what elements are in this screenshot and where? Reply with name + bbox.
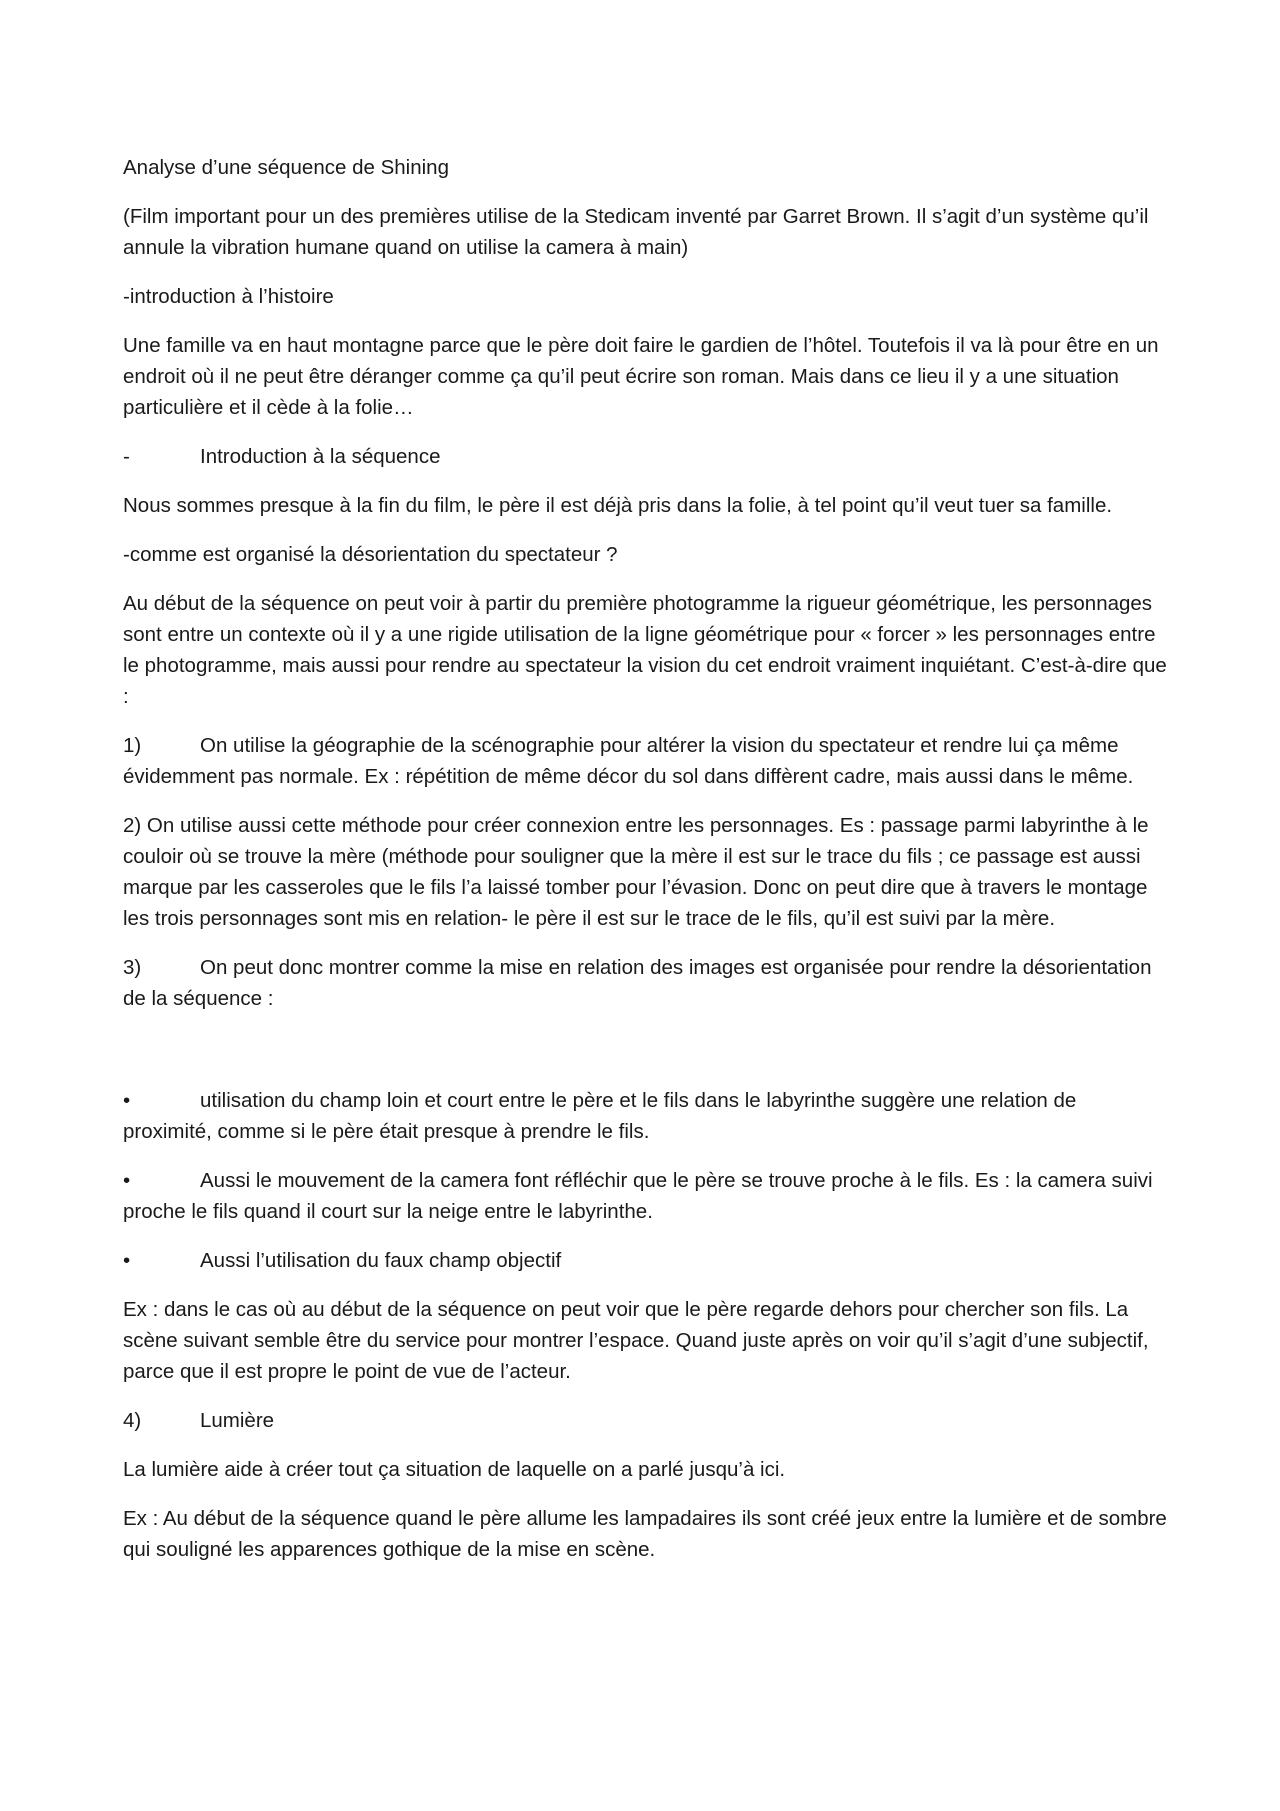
document-title: Analyse d’une séquence de Shining bbox=[123, 156, 449, 179]
bullet-text: utilisation du champ loin et court entre le père et le fils dans le labyrinthe suggère une relation de proximité, comme si le père était presque à prendre le fils. bbox=[123, 1089, 1077, 1143]
paragraph-example-lumiere: Ex : Au début de la séquence quand le père allume les lampadaires ils sont créé jeux entre la lumière et de sombre qui souligné les apparences gothique de la mise en scène. bbox=[123, 1507, 1167, 1561]
list-marker: 1) bbox=[123, 734, 142, 757]
bullet-item bbox=[123, 1085, 1168, 1147]
numbered-item-4 bbox=[123, 1405, 1168, 1436]
bullet-text: Aussi l’utilisation du faux champ objectif bbox=[200, 1249, 562, 1272]
bullet-item bbox=[123, 1165, 1168, 1227]
list-marker: 4) bbox=[123, 1409, 142, 1432]
heading-question: -comme est organisé la désorientation du spectateur ? bbox=[123, 543, 618, 566]
numbered-item-1 bbox=[123, 730, 1168, 792]
list-marker: - bbox=[123, 445, 130, 468]
list-item-intro-sequence bbox=[123, 441, 1168, 472]
paragraph-lumiere: La lumière aide à créer tout ça situation de laquelle on a parlé jusqu’à ici. bbox=[123, 1458, 786, 1481]
paragraph-sequence: Nous sommes presque à la fin du film, le père il est déjà pris dans la folie, à tel point qu’il veut tuer sa famille. bbox=[123, 494, 1113, 517]
paragraph-film-note: (Film important pour un des premières utilise de la Stedicam inventé par Garret Brown. Il s’agit d’un système qu’il annule la vibration humane quand on utilise la camera à main) bbox=[123, 205, 1149, 259]
numbered-item-2: 2) On utilise aussi cette méthode pour créer connexion entre les personnages. Es : passage parmi labyrinthe à le couloir où se trouve la mère (méthode pour souligner que la mère il est sur le trace du fils ; ce passage est aussi marque par les casseroles que le fils l’a laissé tomber pour l’évasion. Donc on peut dire que à travers le montage les trois personnages sont mis en relation- le père il est sur le trace de le fils, qu’il est suivi par la mère. bbox=[123, 814, 1149, 930]
bullet-marker: • bbox=[123, 1249, 131, 1272]
paragraph-debut: Au début de la séquence on peut voir à partir du première photogramme la rigueur géométrique, les personnages sont entre un contexte où il y a une rigide utilisation de la ligne géométrique pour « forcer » les personnages entre le photogramme, mais aussi pour rendre au spectateur la vision du cet endroit vraiment inquiétant. C’est-à-dire que : bbox=[123, 592, 1167, 708]
paragraph-histoire: Une famille va en haut montagne parce que le père doit faire le gardien de l’hôtel. Toutefois il va là pour être en un endroit où il ne peut être déranger comme ça qu’il peut écrire son roman. Mais dans ce lieu il y a une situation particulière et il cède à la folie… bbox=[123, 334, 1159, 419]
list-item-text: Introduction à la séquence bbox=[200, 445, 441, 468]
document-body bbox=[123, 152, 1168, 1583]
heading-intro-histoire: -introduction à l’histoire bbox=[123, 285, 334, 308]
list-item-text: Lumière bbox=[200, 1409, 275, 1432]
list-item-text: On utilise la géographie de la scénographie pour altérer la vision du spectateur et rendre lui ça même évidemment pas normale. Ex : répétition de même décor du sol dans diffèrent cadre, mais aussi dans le même. bbox=[123, 734, 1134, 788]
blank-space bbox=[123, 1032, 1168, 1085]
bullet-marker: • bbox=[123, 1089, 131, 1112]
bullet-item bbox=[123, 1245, 1168, 1276]
list-item-text: On peut donc montrer comme la mise en relation des images est organisée pour rendre la désorientation de la séquence : bbox=[123, 956, 1152, 1010]
paragraph-example-champ: Ex : dans le cas où au début de la séquence on peut voir que le père regarde dehors pour chercher son fils. La scène suivant semble être du service pour montrer l’espace. Quand juste après on voir qu’il s’agit d’une subjectif, parce que il est propre le point de vue de l’acteur. bbox=[123, 1298, 1149, 1383]
list-marker: 3) bbox=[123, 956, 142, 979]
numbered-item-3 bbox=[123, 952, 1168, 1014]
bullet-text: Aussi le mouvement de la camera font réfléchir que le père se trouve proche à le fils. Es : la camera suivi proche le fils quand il court sur la neige entre le labyrinthe. bbox=[123, 1169, 1153, 1223]
bullet-marker: • bbox=[123, 1169, 131, 1192]
